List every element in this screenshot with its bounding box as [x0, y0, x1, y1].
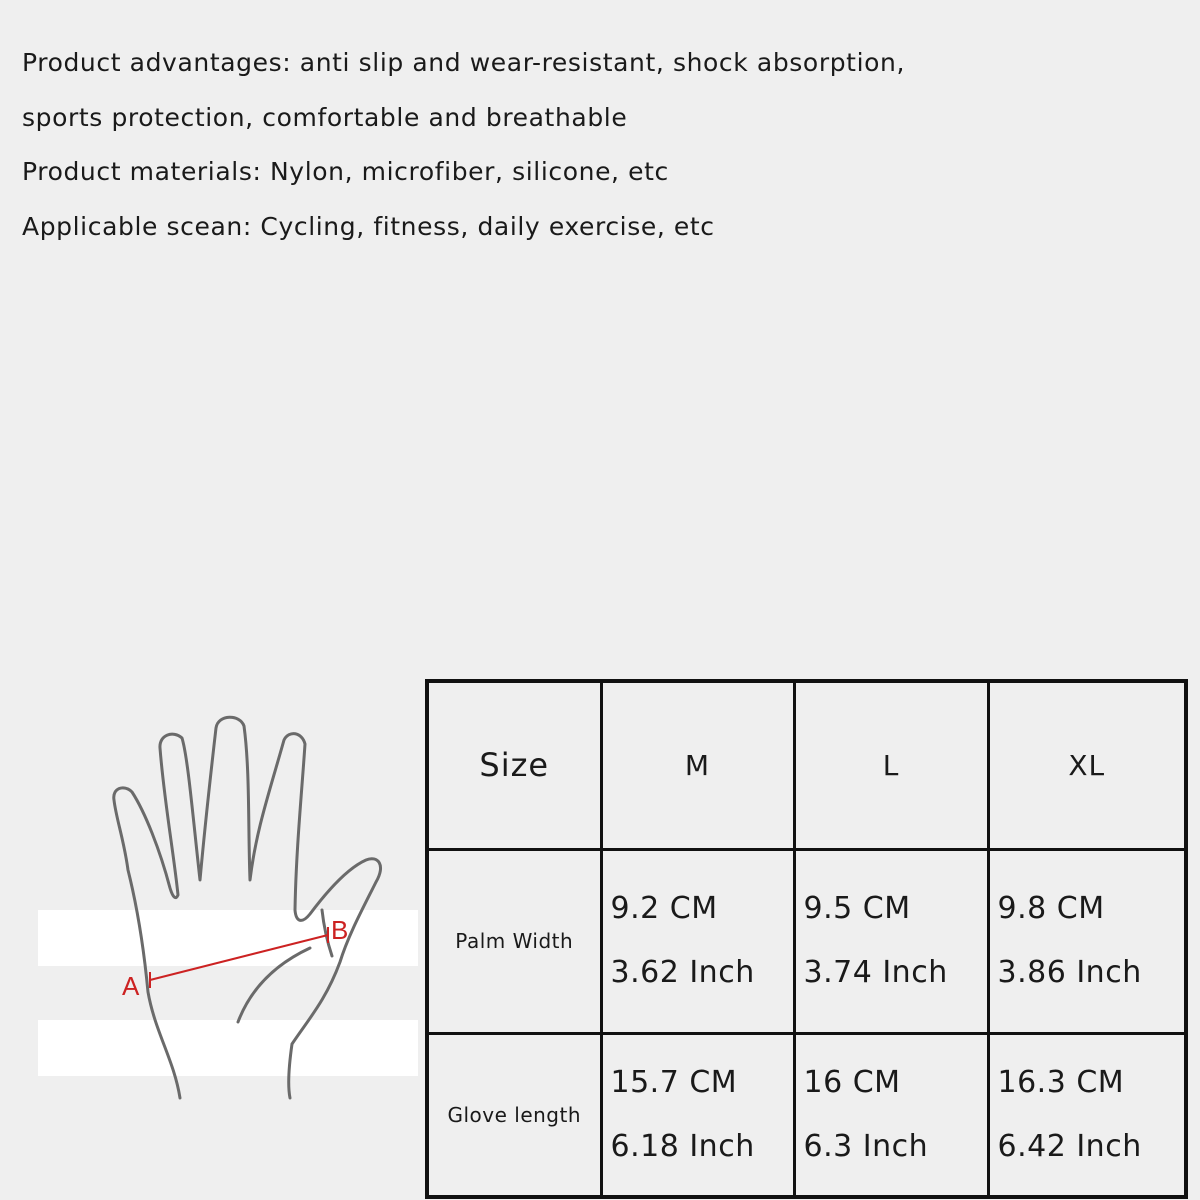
label-b: B — [331, 915, 349, 945]
info-advantages-line-1: Product advantages: anti slip and wear-resistant, shock absorption, — [22, 48, 905, 77]
palm-width-l-inch: 3.74 Inch — [803, 955, 948, 990]
size-header-xl: XL — [988, 681, 1186, 849]
glove-length-m-inch: 6.18 Inch — [610, 1128, 755, 1164]
palm-width-l-cm: 9.5 CM — [803, 891, 911, 926]
size-header-l: L — [794, 681, 988, 849]
hand-measurement-diagram — [30, 700, 420, 1100]
highlight-band-upper — [38, 910, 418, 966]
size-chart-table — [425, 679, 1188, 1199]
palm-width-m — [601, 849, 794, 1033]
glove-length-l-inch: 6.3 Inch — [803, 1128, 929, 1164]
size-header-m: M — [601, 681, 794, 849]
size-header-row — [427, 681, 1186, 849]
product-info — [22, 36, 905, 254]
glove-length-row — [427, 1033, 1186, 1197]
glove-length-m-cm: 15.7 CM — [610, 1064, 738, 1100]
palm-width-l — [794, 849, 988, 1033]
glove-length-xl — [988, 1033, 1186, 1197]
palm-width-xl-cm: 9.8 CM — [997, 891, 1105, 926]
glove-length-l — [794, 1033, 988, 1197]
glove-length-m — [601, 1033, 794, 1197]
info-materials-line: Product materials: Nylon, microfiber, silicone, etc — [22, 157, 669, 187]
size-header-label: Size — [427, 681, 601, 849]
palm-width-label: Palm Width — [427, 849, 601, 1033]
palm-width-m-cm: 9.2 CM — [610, 891, 718, 926]
glove-length-l-cm: 16 CM — [803, 1064, 901, 1100]
glove-length-label: Glove length — [427, 1033, 601, 1197]
glove-length-xl-cm: 16.3 CM — [997, 1064, 1125, 1100]
info-scene-line: Applicable scean: Cycling, fitness, daily exercise, etc — [22, 211, 715, 241]
palm-width-xl — [988, 849, 1186, 1033]
palm-width-m-inch: 3.62 Inch — [610, 955, 755, 990]
glove-length-xl-inch: 6.42 Inch — [997, 1128, 1142, 1164]
label-a: A — [122, 971, 140, 1001]
highlight-band-lower — [38, 1020, 418, 1076]
info-advantages-line-2: sports protection, comfortable and breathable — [22, 102, 628, 132]
palm-width-xl-inch: 3.86 Inch — [997, 955, 1142, 990]
palm-width-row — [427, 849, 1186, 1033]
